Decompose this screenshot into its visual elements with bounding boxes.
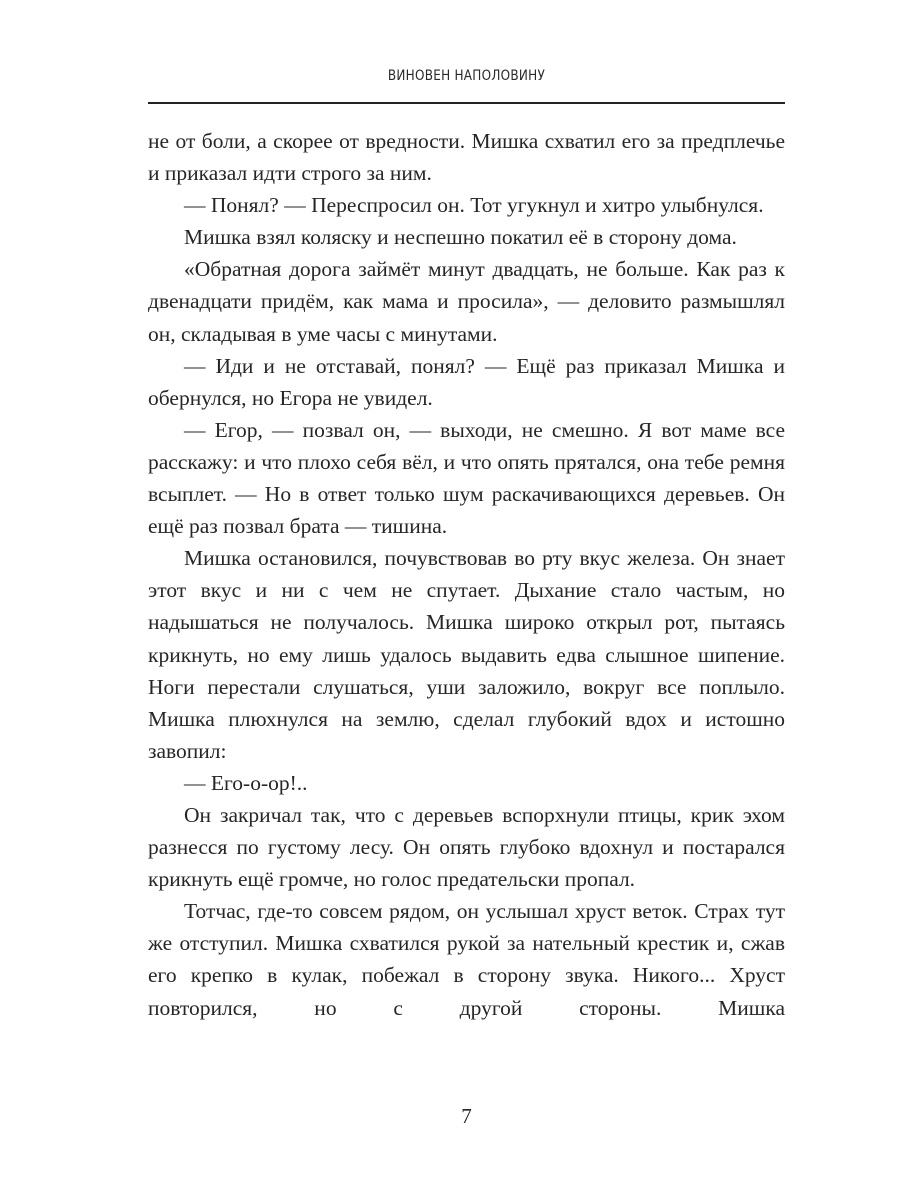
page-number: 7 xyxy=(461,1104,472,1128)
paragraph: не от боли, а скорее от вредности. Мишка схватил его за предплечье и приказал идти строго за ним. xyxy=(148,129,785,186)
paragraph: Он закричал так, что с деревьев вспорхнули птицы, крик эхом разнесся по густому лесу. Он опять глубоко вдохнул и постарался крикнуть ещё громче, но голос предательски пропал. xyxy=(148,802,785,892)
body-text xyxy=(148,125,785,1024)
header-rule xyxy=(148,102,785,104)
running-head-title: ВИНОВЕН НАПОЛОВИНУ xyxy=(387,68,546,84)
paragraph: Мишка остановился, почувствовав во рту вкус железа. Он знает этот вкус и ни с чем не спутает. Дыхание стало частым, но надышаться не получалось. Мишка широко открыл рот, пытаясь крикнуть, но ему лишь удалось выдавить едва слышное шипение. Ноги перестали слушаться, уши заложило, вокруг все поплыло. Мишка плюхнулся на землю, сделал глубокий вдох и истошно завопил: xyxy=(148,546,785,763)
paragraph: — Его-о-ор!.. xyxy=(184,770,308,795)
paragraph: «Обратная дорога займёт минут двадцать, не больше. Как раз к двенадцати придём, как мама и просила», — деловито размышлял он, складывая в уме часы с минутами. xyxy=(148,257,785,346)
paragraph: — Егор, — позвал он, — выходи, не смешно. Я вот маме все расскажу: и что плохо себя вёл, и что опять прятался, она тебе ремня всыплет. — Но в ответ только шум раскачивающихся деревьев. Он ещё раз позвал брата — тишина. xyxy=(148,417,785,539)
paragraph: Мишка взял коляску и неспешно покатил её в сторону дома. xyxy=(184,225,737,250)
paragraph: — Понял? — Переспросил он. Тот угукнул и хитро улыбнулся. xyxy=(184,193,764,218)
paragraph: Тотчас, где-то совсем рядом, он услышал хруст веток. Страх тут же отступил. Мишка схватился рукой за нательный крестик и, сжав его крепко в кулак, побежал в сторону звука. Никого... Хруст повторился, но с другой стороны. Мишка xyxy=(148,899,785,1020)
paragraph: — Иди и не отставай, понял? — Ещё раз приказал Мишка и обернулся, но Егора не увидел. xyxy=(148,353,785,410)
